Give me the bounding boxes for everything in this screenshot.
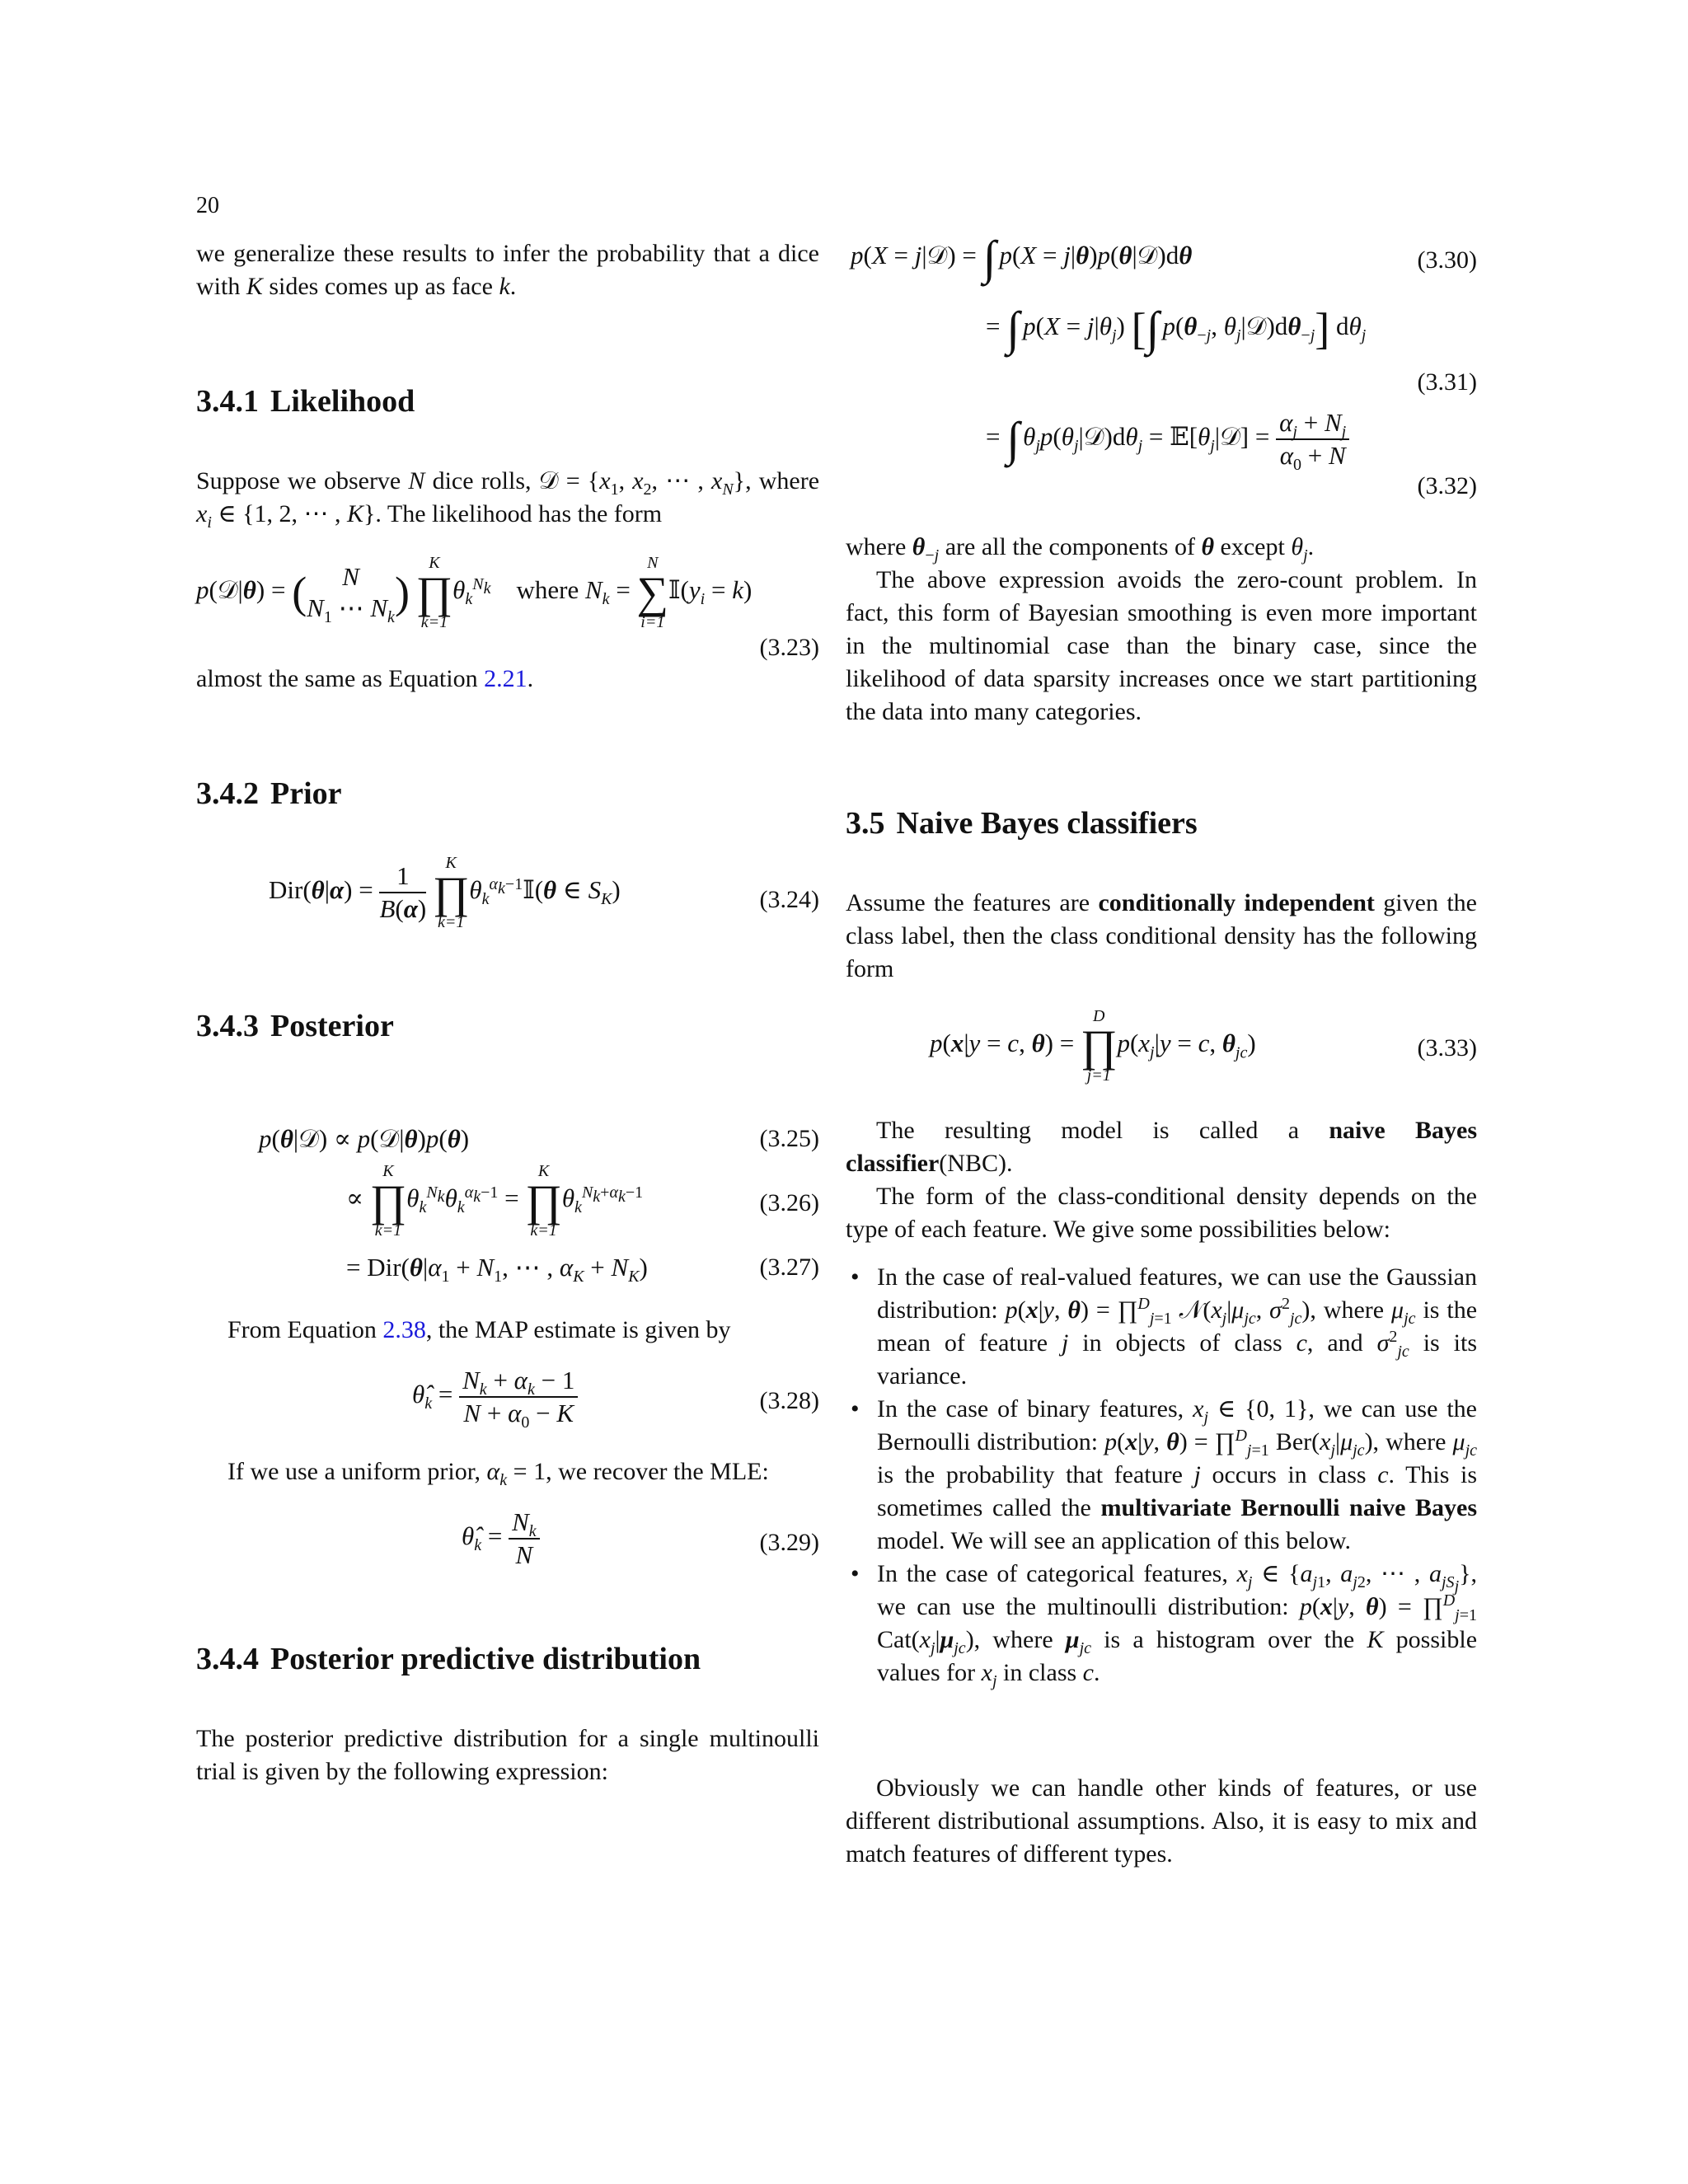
section-title: Posterior predictive distribution [270,1642,701,1676]
bold-term: multivariate Bernoulli naive Bayes [1100,1494,1478,1521]
equation-number: (3.28) [759,1387,819,1414]
equation-number: (3.32) [1417,472,1477,499]
text: This is sometimes called the [877,1461,1478,1521]
text: and [1327,1329,1363,1357]
likelihood-paragraph: Suppose we observe N dice rolls, 𝒟 = {$x_1$, $x_2$, ⋯ , $x_N$}, where $x_i$ ∈ {1, 2, ⋯ , K}. The likelihood has the form [196,467,820,532]
map-paragraph [227,1314,819,1347]
list-item-binary: • In the case of binary features, $x_j$ ∈ {0, 1}, we can use the Bernoulli distribution: p(x|y, θ) = ∏$^D_{j=1}$ $Ber(x_j|\mu_{jc})$, where $\mu_{jc}$ is the probability that feature j occurs in class c. This is sometimes called the multivariate Bernoulli naive Bayes model. We will see an application of this below. [846,1393,1477,1558]
equation-number: (3.31) [1417,368,1477,396]
section-heading-likelihood [196,382,415,420]
where-theta-paragraph: where $\theta_{-j}$ are all the components of θ except $\theta_j$. [846,533,1315,565]
bullet-icon: • [851,1263,860,1291]
list-item-categorical: • In the case of categorical features, $x_j$ ∈ {$a_{j1}$, $a_{j2}$, ⋯ , $a_{jS_j}$}, we can use the multinoulli distribution: p(x|y, θ) = ∏$^D_{j=1}$ $Cat(x_j|\mu_{jc})$, where $\mu_{jc}$ is a histogram over the K possible values for $x_j$ in class c. [846,1558,1477,1690]
feature-types-list [846,1261,1477,1690]
text: is the mean of feature [877,1296,1478,1357]
equation-link[interactable]: 2.21 [484,665,528,692]
section-number: 3.4.4 [196,1642,259,1676]
equation-number: (3.29) [759,1529,819,1556]
equation-predictive-integral: p(X = j|𝒟) = ∫ p(X = j|θ)p(θ|𝒟)dθ [851,230,1193,284]
text: in class [1003,1659,1077,1686]
equation-class-conditional: p(x|y = c, θ) = D ∏ j=1 $p(x_j|y = c$, $\theta_{jc}$) [930,1007,1256,1085]
section-title: Prior [270,776,342,811]
bold-term: naive Bayes classifier [846,1117,1477,1177]
text: in objects of class [1082,1329,1282,1357]
text: In the case of categorical features, [877,1560,1228,1587]
section-heading-naive-bayes [846,804,1198,842]
section-title: Naive Bayes classifiers [896,806,1198,841]
equation-predictive-result: = ∫ $\theta_jp(\theta_j|𝒟)d\theta_j$ = $𝔼[\theta_j|𝒟]$ = $\frac{\alpha_j + N_j}{\alpha_0 + N}$ [986,407,1349,471]
intro-paragraph: we generalize these results to infer the probability that a dice with K sides comes up as face k. [196,240,819,300]
assume-paragraph [846,887,1477,986]
equation-number: (3.30) [1417,246,1477,274]
text: . [527,665,534,692]
equation-number: (3.33) [1417,1034,1477,1062]
equation-number: (3.23) [759,634,819,661]
equation-number: (3.27) [759,1254,819,1281]
text: In the case of binary features, [877,1395,1184,1422]
text: is the probability that feature [877,1461,1183,1488]
equation-link[interactable]: 2.38 [382,1316,426,1343]
text: almost the same as Equation [196,665,485,692]
equation-predictive-nested: = ∫ $p(X = j|\theta_j)$ [∫ $p(\theta_{-j}$, $\theta_j|𝒟)d\theta_{-j}$] $d\theta_j$ [986,301,1367,355]
equation-dirichlet-prior: Dir(θ|α) = $\frac{1}{B(\alpha)}$ K ∏ k=1 $\theta_k^{\alpha_k-1}𝕀(\theta$ ∈ $S_K$) [269,854,621,931]
section-title: Posterior [270,1009,394,1043]
section-heading-posterior [196,1007,394,1045]
text: where [992,1626,1053,1653]
section-title: Likelihood [270,384,415,419]
list-item-real-valued: • In the case of real-valued features, we can use the Gaussian distribution: p(x|y, θ) = ∏$^D_{j=1}$ $𝒩(x_j|\mu_{jc}$, $\sigma^2_{jc}$), where $\mu_{jc}$ is the mean of feature j in objects of class c, and $\sigma^2_{jc}$ is its variance. [846,1261,1477,1393]
section-heading-prior [196,775,342,813]
predictive-paragraph: The posterior predictive distribution for a single multinoulli trial is given by the following expression: [196,1725,819,1785]
form-paragraph: The form of the class-conditional density depends on the type of each feature. We give some possibilities below: [846,1183,1477,1243]
equation-map-estimate: $\thetâ_k$ = $\frac{N_k + \alpha_k - 1}{N + \alpha_0 - K}$ [412,1365,578,1429]
uniform-prior-paragraph: If we use a uniform prior, $\alpha_k = 1$, we recover the MLE: [227,1458,769,1489]
text: we can use the multinoulli distribution: [877,1593,1289,1620]
text: possible values for [877,1626,1478,1686]
zero-count-paragraph: The above expression avoids the zero-count problem. In fact, this form of Bayesian smoothing is even more important in the multinomial case than the binary case, since the likelihood of data sparsity increases once we start partitioning the data into many categories. [846,566,1477,725]
equation-posterior-proportional: p(θ|𝒟) ∝ p(𝒟|θ)p(θ) [259,1124,470,1153]
section-heading-posterior-predictive [196,1640,701,1678]
text: , the MAP estimate is given by [425,1316,731,1343]
closing-paragraph: Obviously we can handle other kinds of features, or use different distributional assumptions. Also, it is easy to mix and match features of different types. [846,1774,1477,1868]
section-number: 3.4.1 [196,384,259,419]
equation-posterior-dirichlet: = $Dir(\theta|\alpha_1 + N_1$, ⋯ , $\alpha_K + N_K$) [346,1253,648,1286]
text: occurs in class [1212,1461,1367,1488]
text: In the case of real-valued features, we can use the Gaussian distribution: [877,1263,1477,1324]
text: Assume the features are [846,889,1099,916]
bold-term: conditionally independent [1098,889,1375,916]
section-number: 3.4.3 [196,1009,259,1043]
equation-posterior-product: ∝ K ∏ k=1 $\theta_k^{N_k}\theta_k^{\alpha_k-1}$ = K ∏ k=1 $\theta_k^{N_k+\alpha_k-1}$ [346,1162,644,1240]
bullet-icon: • [851,1560,860,1587]
nbc-paragraph [846,1114,1477,1180]
section-number: 3.5 [846,806,885,841]
equation-number: (3.24) [759,886,819,913]
text: From Equation [227,1316,383,1343]
equation-likelihood: p(𝒟|θ) = ( N $N_1$ ⋯ $N_k$ ) K ∏ k=1 $\theta_k^{N_k}$ where $N_k$ = N ∑ i=1 $𝕀(y_i = k)$ [196,554,753,631]
text: model. We will see an application of this below. [877,1527,1351,1554]
text: we can use the Bernoulli distribution: [877,1395,1477,1455]
text: is its variance. [877,1329,1477,1390]
equation-number: (3.26) [759,1189,819,1216]
text: where [1386,1428,1447,1455]
text: where [1323,1296,1385,1324]
text: The resulting model is called a [876,1117,1329,1144]
page-number: 20 [196,193,219,218]
text: (NBC). [939,1150,1013,1177]
after-likelihood-paragraph [196,663,819,696]
text: given the class label, then the class conditional density has the following form [846,889,1477,982]
equation-number: (3.25) [759,1125,819,1152]
text: is a histogram over the [1104,1626,1355,1653]
section-number: 3.4.2 [196,776,259,811]
bullet-icon: • [851,1395,860,1422]
equation-mle: $\thetâ_k$ = $\frac{N_k}{N}$ [462,1507,540,1571]
